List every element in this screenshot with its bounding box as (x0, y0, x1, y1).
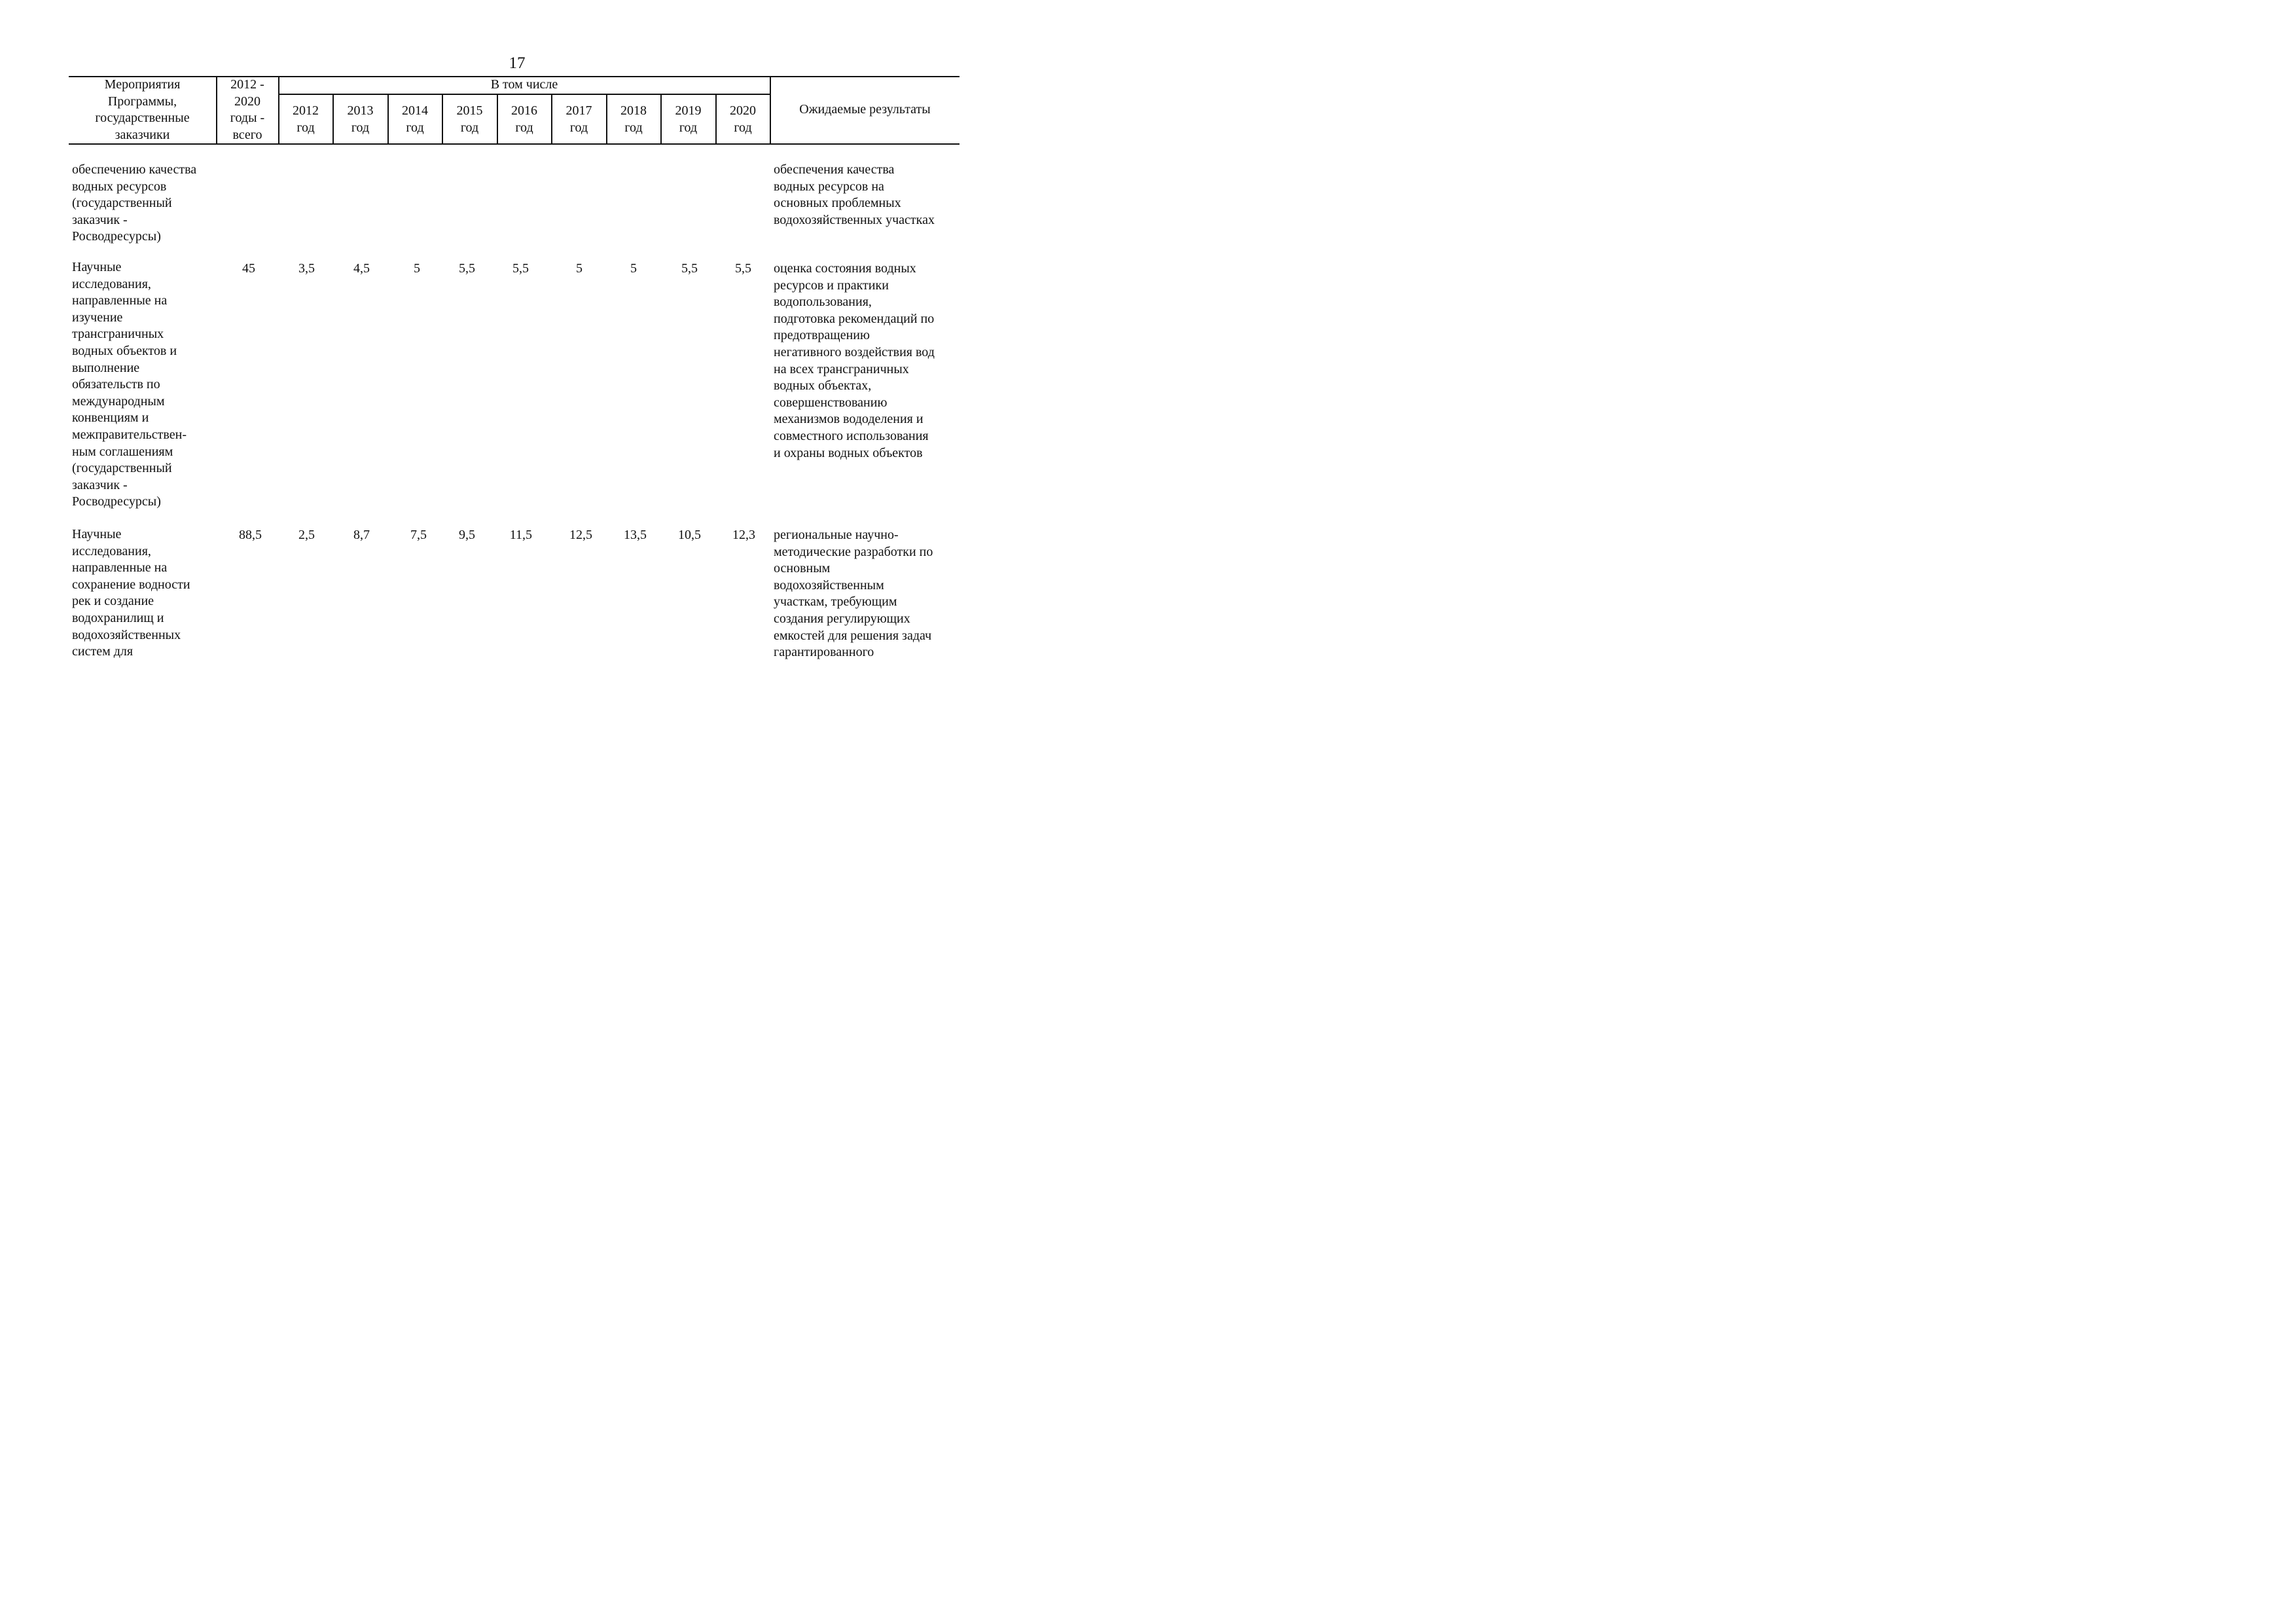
header-year-2017: 2017 год (565, 103, 592, 135)
row-value-2019: 10,5 (678, 528, 701, 542)
including-underline (278, 94, 770, 95)
row-value-2013: 4,5 (353, 261, 370, 276)
row-value-2012: 3,5 (298, 261, 315, 276)
row-value-2018: 13,5 (624, 528, 647, 542)
row-total: 88,5 (239, 528, 262, 542)
row-result: оценка состояния водных ресурсов и практики водопользования, подготовка рекомендаций по предотвращению негативного воздействия вод на всех трансграничных водных объектах, совершенствованию механизмов вододеления и совместного использования и охраны водных объектов (774, 261, 935, 460)
row-value-2020: 12,3 (732, 528, 755, 542)
row-value-2019: 5,5 (681, 261, 698, 276)
row-value-2017: 12,5 (569, 528, 592, 542)
header-results: Ожидаемые результаты (799, 102, 931, 117)
header-year-2014: 2014 год (402, 103, 428, 135)
page-number: 17 (509, 54, 526, 72)
header-year-2015: 2015 год (456, 103, 483, 135)
row-value-2016: 11,5 (509, 528, 532, 542)
row-value-2015: 9,5 (459, 528, 475, 542)
row-result: обеспечения качества водных ресурсов на основных проблемных водохозяйственных участках (774, 162, 935, 227)
row-value-2013: 8,7 (353, 528, 370, 542)
header-bottom-rule (69, 143, 960, 145)
row-value-2014: 7,5 (410, 528, 427, 542)
row-value-2016: 5,5 (512, 261, 529, 276)
row-value-2018: 5 (630, 261, 637, 276)
row-value-2017: 5 (576, 261, 583, 276)
row-measure: Научные исследования, направленные на сохранение водности рек и создание водохранилищ и водохозяйственных систем для (72, 527, 190, 659)
row-total: 45 (242, 261, 255, 276)
row-value-2012: 2,5 (298, 528, 315, 542)
header-year-2020: 2020 год (730, 103, 756, 135)
header-year-2019: 2019 год (675, 103, 702, 135)
header-year-2018: 2018 год (620, 103, 647, 135)
row-value-2015: 5,5 (459, 261, 475, 276)
header-total: 2012 - 2020 годы - всего (230, 77, 265, 142)
header-measures: Мероприятия Программы, государственные заказчики (95, 77, 190, 142)
header-year-2012: 2012 год (293, 103, 319, 135)
row-value-2020: 5,5 (735, 261, 751, 276)
row-result: региональные научно- методические разработки по основным водохозяйственным участкам, требующим создания регулирующих емкостей для решения задач гарантированного (774, 528, 933, 660)
row-value-2014: 5 (414, 261, 420, 276)
header-year-2016: 2016 год (511, 103, 537, 135)
row-measure: Научные исследования, направленные на изучение трансграничных водных объектов и выполнение обязательств по международным конвенциям и межправительствен- ным соглашениям (государственный заказчик - Росводресурсы) (72, 260, 187, 509)
row-measure: обеспечению качества водных ресурсов (государственный заказчик - Росводресурсы) (72, 162, 197, 244)
header-including: В том числе (490, 77, 558, 92)
header-year-2013: 2013 год (347, 103, 374, 135)
